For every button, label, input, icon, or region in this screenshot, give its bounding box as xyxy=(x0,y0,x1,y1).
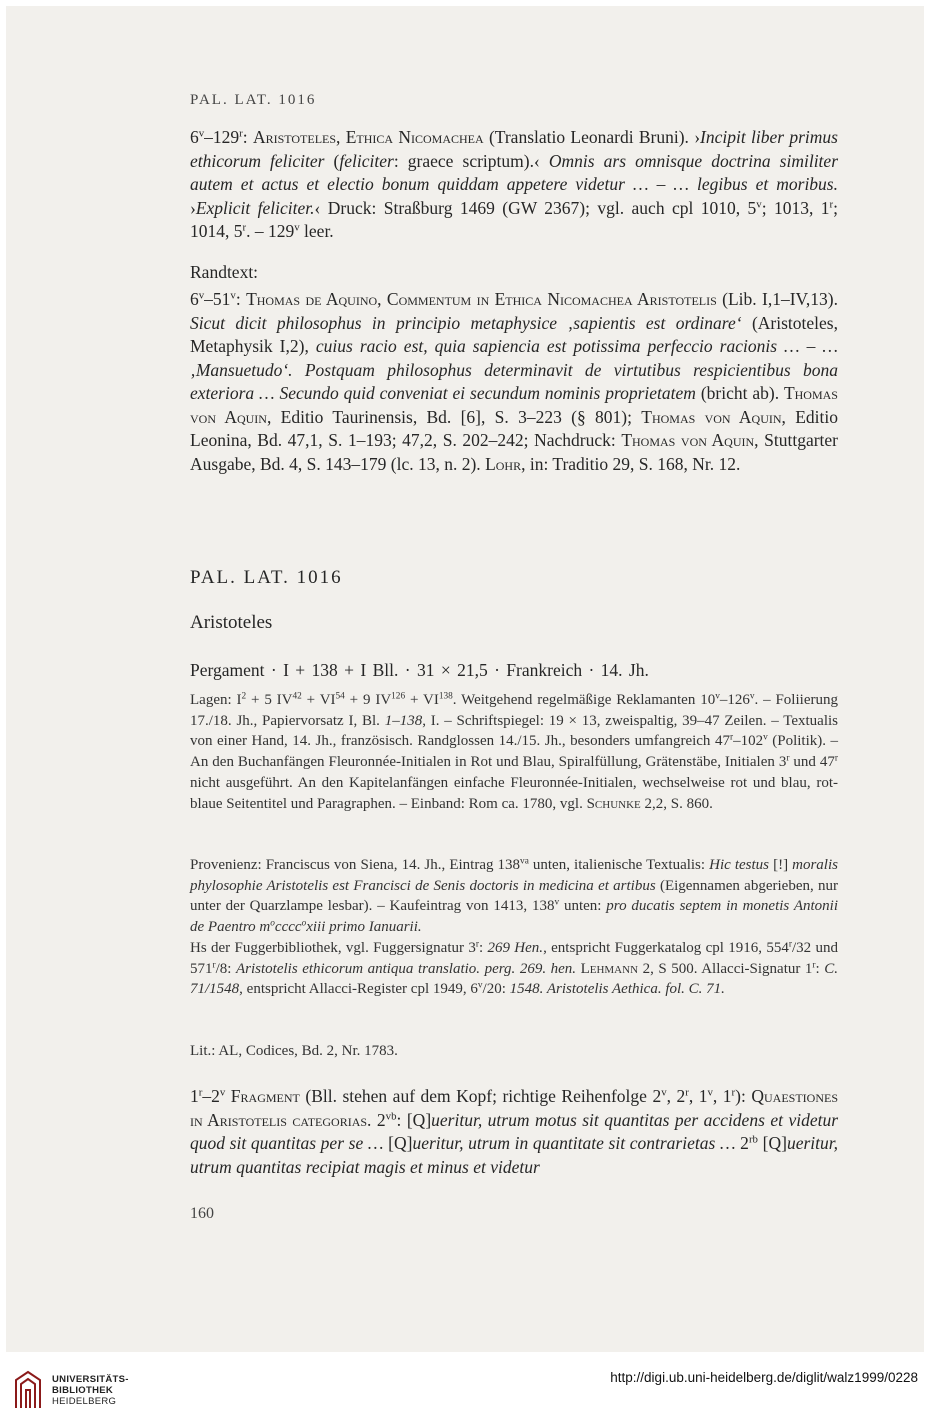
provenienz-paragraph: Provenienz: Franciscus von Siena, 14. Jh., Eintrag $138^{va}$ unten, italienische Textualis: Hic testus [!] moralis phylosophie Aristotelis est Francisci de Senis doctoris in medicina et artibus (Eigennamen abgerieben, nur unter der Quarzlampe lesbar). – Kaufeintrag von 1413, 138$^v$ unten: pro ducatis septem in monetis Antonii de Paentro $m^occcc^oxiii$ primo Ianuarii. Hs der Fuggerbibliothek, vgl. Fuggersignatur 3$^r$: 269 Hen., entspricht Fuggerkatalog cpl 1916, 554$^r$/32 und 571$^r$/8: Aristotelis ethicorum antiqua translatio. perg. 269. hen. Lehmann 2, S 500. Allacci-Signatur 1$^r$: C. 71/1548, entspricht Allacci-Register cpl 1949, 6$^v$/20: 1548. Aristotelis Aethica. fol. C. 71. xyxy=(190,856,839,998)
entry-thomas-commentum: 6$^v$–51$^v$: Thomas de Aquino, Commentum in Ethica Nicomachea Aristotelis (Lib. I,1–IV,13). Sicut dicit philosophus in principio metaphysice ‚sapientis est ordinare‘ (Aristoteles, Metaphysik I,2), cuius racio est, quia sapiencia est potissima perfeccio racionis … – … ‚Mansuetudo‘. Postquam philosophus determinavit de virtutibus respicientibus bona exteriora … Secundo quid conveniat ei secundum nominis proprietatem (bricht ab). Thomas von Aquin, Editio Taurinensis, Bd. [6], S. 3–223 (§ 801); Thomas von Aquin, Editio Leonina, Bd. 47,1, S. 1–193; 47,2, S. 202–242; Nachdruck: Thomas von Aquin, Stuttgarter Ausgabe, Bd. 4, S. 143–179 (lc. 13, n. 2). Lohr, in: Traditio 29, S. 168, Nr. 12. xyxy=(190,289,838,474)
entry-ethica-nicomachea: 6$^v$–129$^r$: Aristoteles, Ethica Nicomachea (Translatio Leonardi Bruni). ›Incipit liber primus ethicorum feliciter (feliciter: graece scriptum).‹ Omnis ars omnisque doctrina similiter autem et actus et electio bonum quiddam appetere videtur … – … legibus et moribus. ›Explicit feliciter.‹ Druck: Straßburg 1469 (GW 2367); vgl. auch cpl 1010, 5$^v$; 1013, 1$^r$; 1014, 5$^r$. – 129$^v$ leer. xyxy=(190,127,838,241)
library-name: UNIVERSITÄTS- BIBLIOTHEK HEIDELBERG xyxy=(52,1374,129,1407)
randtext-label: Randtext: xyxy=(190,262,259,282)
entry-fragment: 1$^r$–2$^v$ Fragment (Bll. stehen auf dem Kopf; richtige Reihenfolge 2$^v$, 2$^r$, 1$^v$, 1$^r$): Quaestiones in Aristotelis categorias. $2^{vb}$: [Q]ueritur, utrum motus sit quantitas per accidens et videtur quod sit quantitas per se … [Q]ueritur, utrum in quantitate sit contrarietas … $2^{rb}$ [Q]ueritur, utrum quantitas recipiat magis et minus et videtur xyxy=(190,1086,839,1177)
permalink-url[interactable]: http://digi.ub.uni-heidelberg.de/diglit/walz1999/0228 xyxy=(610,1370,918,1385)
author-heading: Aristoteles xyxy=(190,612,273,633)
viewer-footer xyxy=(0,1352,930,1425)
page-number: 160 xyxy=(190,1205,214,1222)
lagen-paragraph: Lagen: $I^2 + 5$ $IV^{42} + VI^{54} + 9$ $IV^{126} + VI^{138}$. Weitgehend regelmäßige Reklamanten 10$^v$–126$^v$. – Foliierung 17./18. Jh., Papiervorsatz I, Bl. 1–138, I. – Schriftspiegel: 19 × 13, zweispaltig, 39–47 Zeilen. – Textualis von einer Hand, 14. Jh., französisch. Randglossen 14./15. Jh., besonders umfangreich 47$^r$–102$^v$ (Politik). – An den Buchanfängen Fleuronnée-Initialen in Rot und Blau, Spiralfüllung, Grätenstäbe, Initialen 3$^r$ und 47$^r$ nicht ausgeführt. An den Kapitelanfängen einfache Fleuronnée-Initialen, wechselweise rot und blau, rot-blaue Seitentitel und Paragraphen. – Einband: Rom ca. 1780, vgl. Schunke 2,2, S. 860. xyxy=(190,691,839,812)
physical-description: Pergament · I + 138 + I Bll. · 31 × 21,5 · Frankreich · 14. Jh. xyxy=(190,660,649,680)
section-heading: PAL. LAT. 1016 xyxy=(190,567,343,588)
heidelberg-library-logo-icon xyxy=(12,1370,44,1410)
running-header: PAL. LAT. 1016 xyxy=(190,92,317,108)
literature-line: Lit.: AL, Codices, Bd. 2, Nr. 1783. xyxy=(190,1043,398,1059)
